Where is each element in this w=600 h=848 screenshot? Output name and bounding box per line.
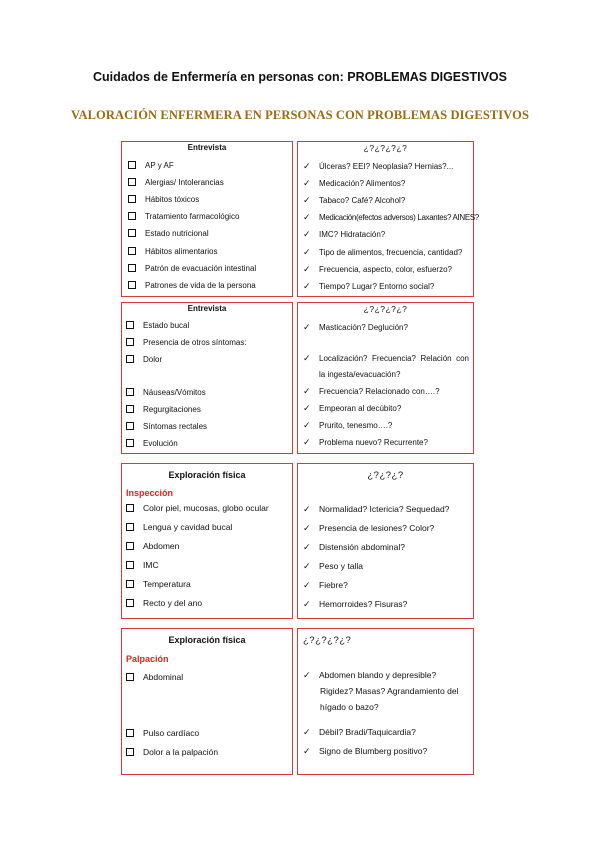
list-item: ✓ Tipo de alimentos, frecuencia, cantidad? [303,247,463,257]
check-icon: ✓ [303,403,311,413]
box-header: ¿?¿?¿?¿? [363,143,408,153]
list-item: Lengua y cavidad bucal [126,522,232,532]
list-item: Evolución [126,439,178,449]
checkbox-icon [126,580,134,588]
check-icon: ✓ [303,281,311,291]
list-item: ✓ Frecuencia? Relacionado con….? [303,386,440,396]
list-item: IMC [126,560,159,570]
checkbox-icon [128,195,136,203]
checkbox-icon [126,504,134,512]
list-item: ✓ Signo de Blumberg positivo? [303,746,428,756]
list-item: Dolor [126,355,162,365]
list-item: Dolor a la palpación [126,747,218,757]
checkbox-icon [126,321,134,329]
checkbox-icon [126,523,134,531]
list-item: Hábitos tóxicos [128,195,199,205]
box-header: Entrevista [187,304,227,313]
list-item: ✓ Distensión abdominal? [303,542,405,552]
box-header: ¿?¿?¿? [367,470,404,481]
physical-exam-box-inspection [121,463,293,619]
check-icon: ✓ [303,542,311,552]
section-subheader: Inspección [126,488,174,498]
list-item: Presencia de otros síntomas: [126,338,247,348]
list-item: ✓ Empeoran al decúbito? [303,403,402,413]
list-item: AP y AF [128,161,174,171]
check-icon: ✓ [303,437,311,447]
section-subheader: Palpación [126,654,169,664]
list-item: ✓ Masticación? Deglución? [303,322,408,332]
list-item: Temperatura [126,579,191,589]
list-item: Tratamiento farmacológico [128,212,239,222]
interview-box-2 [121,302,293,454]
check-icon: ✓ [303,420,311,430]
list-item: Pulso cardíaco [126,728,199,738]
list-item: Estado bucal [126,321,189,331]
check-icon: ✓ [303,247,311,257]
check-icon: ✓ [303,229,311,239]
list-item: ✓ Tabaco? Café? Alcohol? [303,195,406,205]
check-icon: ✓ [303,212,311,222]
list-item: ✓ Medicación(efectos adversos) Laxantes? AINES? [303,212,479,222]
checkbox-icon [126,338,134,346]
questions-box-1 [297,141,479,297]
check-icon: ✓ [303,178,311,188]
physical-exam-box-palpation [121,628,293,775]
questions-box-4 [297,628,474,775]
list-item: Abdomen [126,541,179,551]
list-item: ✓ Medicación? Alimentos? [303,178,406,188]
list-item: Estado nutricional [128,229,209,239]
list-item: Náuseas/Vómitos [126,388,206,398]
questions-box-2 [297,302,474,454]
check-icon: ✓ [303,264,311,274]
page-title: Cuidados de Enfermería en personas con: PROBLEMAS DIGESTIVOS [93,70,507,84]
check-icon: ✓ [303,195,311,205]
list-item: Abdominal [126,672,183,682]
check-icon: ✓ [303,580,311,590]
list-item: ✓ Presencia de lesiones? Color? [303,523,435,533]
list-item: ✓ Normalidad? Ictericia? Sequedad? [303,504,450,514]
check-icon: ✓ [303,746,311,756]
checkbox-icon [128,264,136,272]
check-icon: ✓ [303,161,311,171]
interview-box-1 [121,141,293,297]
list-item: ✓ Prurito, tenesmo….? [303,420,393,430]
list-item: ✓ IMC? Hidratación? [303,229,386,239]
checkbox-icon [126,355,134,363]
list-item: ✓ Tiempo? Lugar? Entorno social? [303,281,435,291]
list-item: ✓ Úlceras? EEI? Neoplasia? Hernias?... [303,161,454,171]
checkbox-icon [128,229,136,237]
list-item: Regurgitaciones [126,405,201,415]
questions-box-3 [297,463,474,619]
check-icon: ✓ [303,353,311,363]
checkbox-icon [128,212,136,220]
checkbox-icon [126,673,134,681]
page-subtitle: VALORACIÓN ENFERMERA EN PERSONAS CON PROBLEMAS DIGESTIVOS [70,108,530,122]
list-item: ✓ Abdomen blando y depresible? Rigidez? Masas? Agrandamiento del hígado o bazo? [303,667,469,715]
check-icon: ✓ [303,670,311,680]
check-icon: ✓ [303,523,311,533]
list-item: Alergias/ Intolerancias [128,178,224,188]
checkbox-icon [128,161,136,169]
list-item: Patrón de evacuación intestinal [128,264,256,274]
list-item: Hábitos alimentarios [128,247,217,257]
checkbox-icon [126,599,134,607]
check-icon: ✓ [303,599,311,609]
checkbox-icon [126,439,134,447]
list-item: ✓ Localización? Frecuencia? Relación con la ingesta/evacuación? [303,350,469,383]
checkbox-icon [126,422,134,430]
list-item: ✓ Problema nuevo? Recurrente? [303,437,428,447]
list-item: Recto y del ano [126,598,202,608]
checkbox-icon [126,729,134,737]
list-item: ✓ Hemorroides? Fisuras? [303,599,408,609]
box-header: Entrevista [187,143,227,152]
list-item: Patrones de vida de la persona [128,281,256,291]
list-item: ✓ Débil? Bradi/Taquicardia? [303,727,416,737]
check-icon: ✓ [303,386,311,396]
checkbox-icon [126,748,134,756]
list-item: ✓ Frecuencia, aspecto, color, esfuerzo? [303,264,452,274]
checkbox-icon [128,247,136,255]
check-icon: ✓ [303,727,311,737]
checkbox-icon [128,178,136,186]
list-item: ✓ Peso y talla [303,561,363,571]
box-header: Exploración física [168,635,246,645]
box-header: Exploración física [168,470,246,480]
checkbox-icon [126,388,134,396]
check-icon: ✓ [303,561,311,571]
checkbox-icon [126,405,134,413]
checkbox-icon [128,281,136,289]
list-item: ✓ Fiebre? [303,580,348,590]
list-item: Color piel, mucosas, globo ocular [126,503,269,513]
checkbox-icon [126,542,134,550]
list-item: Síntomas rectales [126,422,207,432]
check-icon: ✓ [303,504,311,514]
check-icon: ✓ [303,322,311,332]
box-header: ¿?¿?¿?¿? [363,304,408,314]
checkbox-icon [126,561,134,569]
box-header: ¿?¿?¿?¿? [303,635,352,646]
